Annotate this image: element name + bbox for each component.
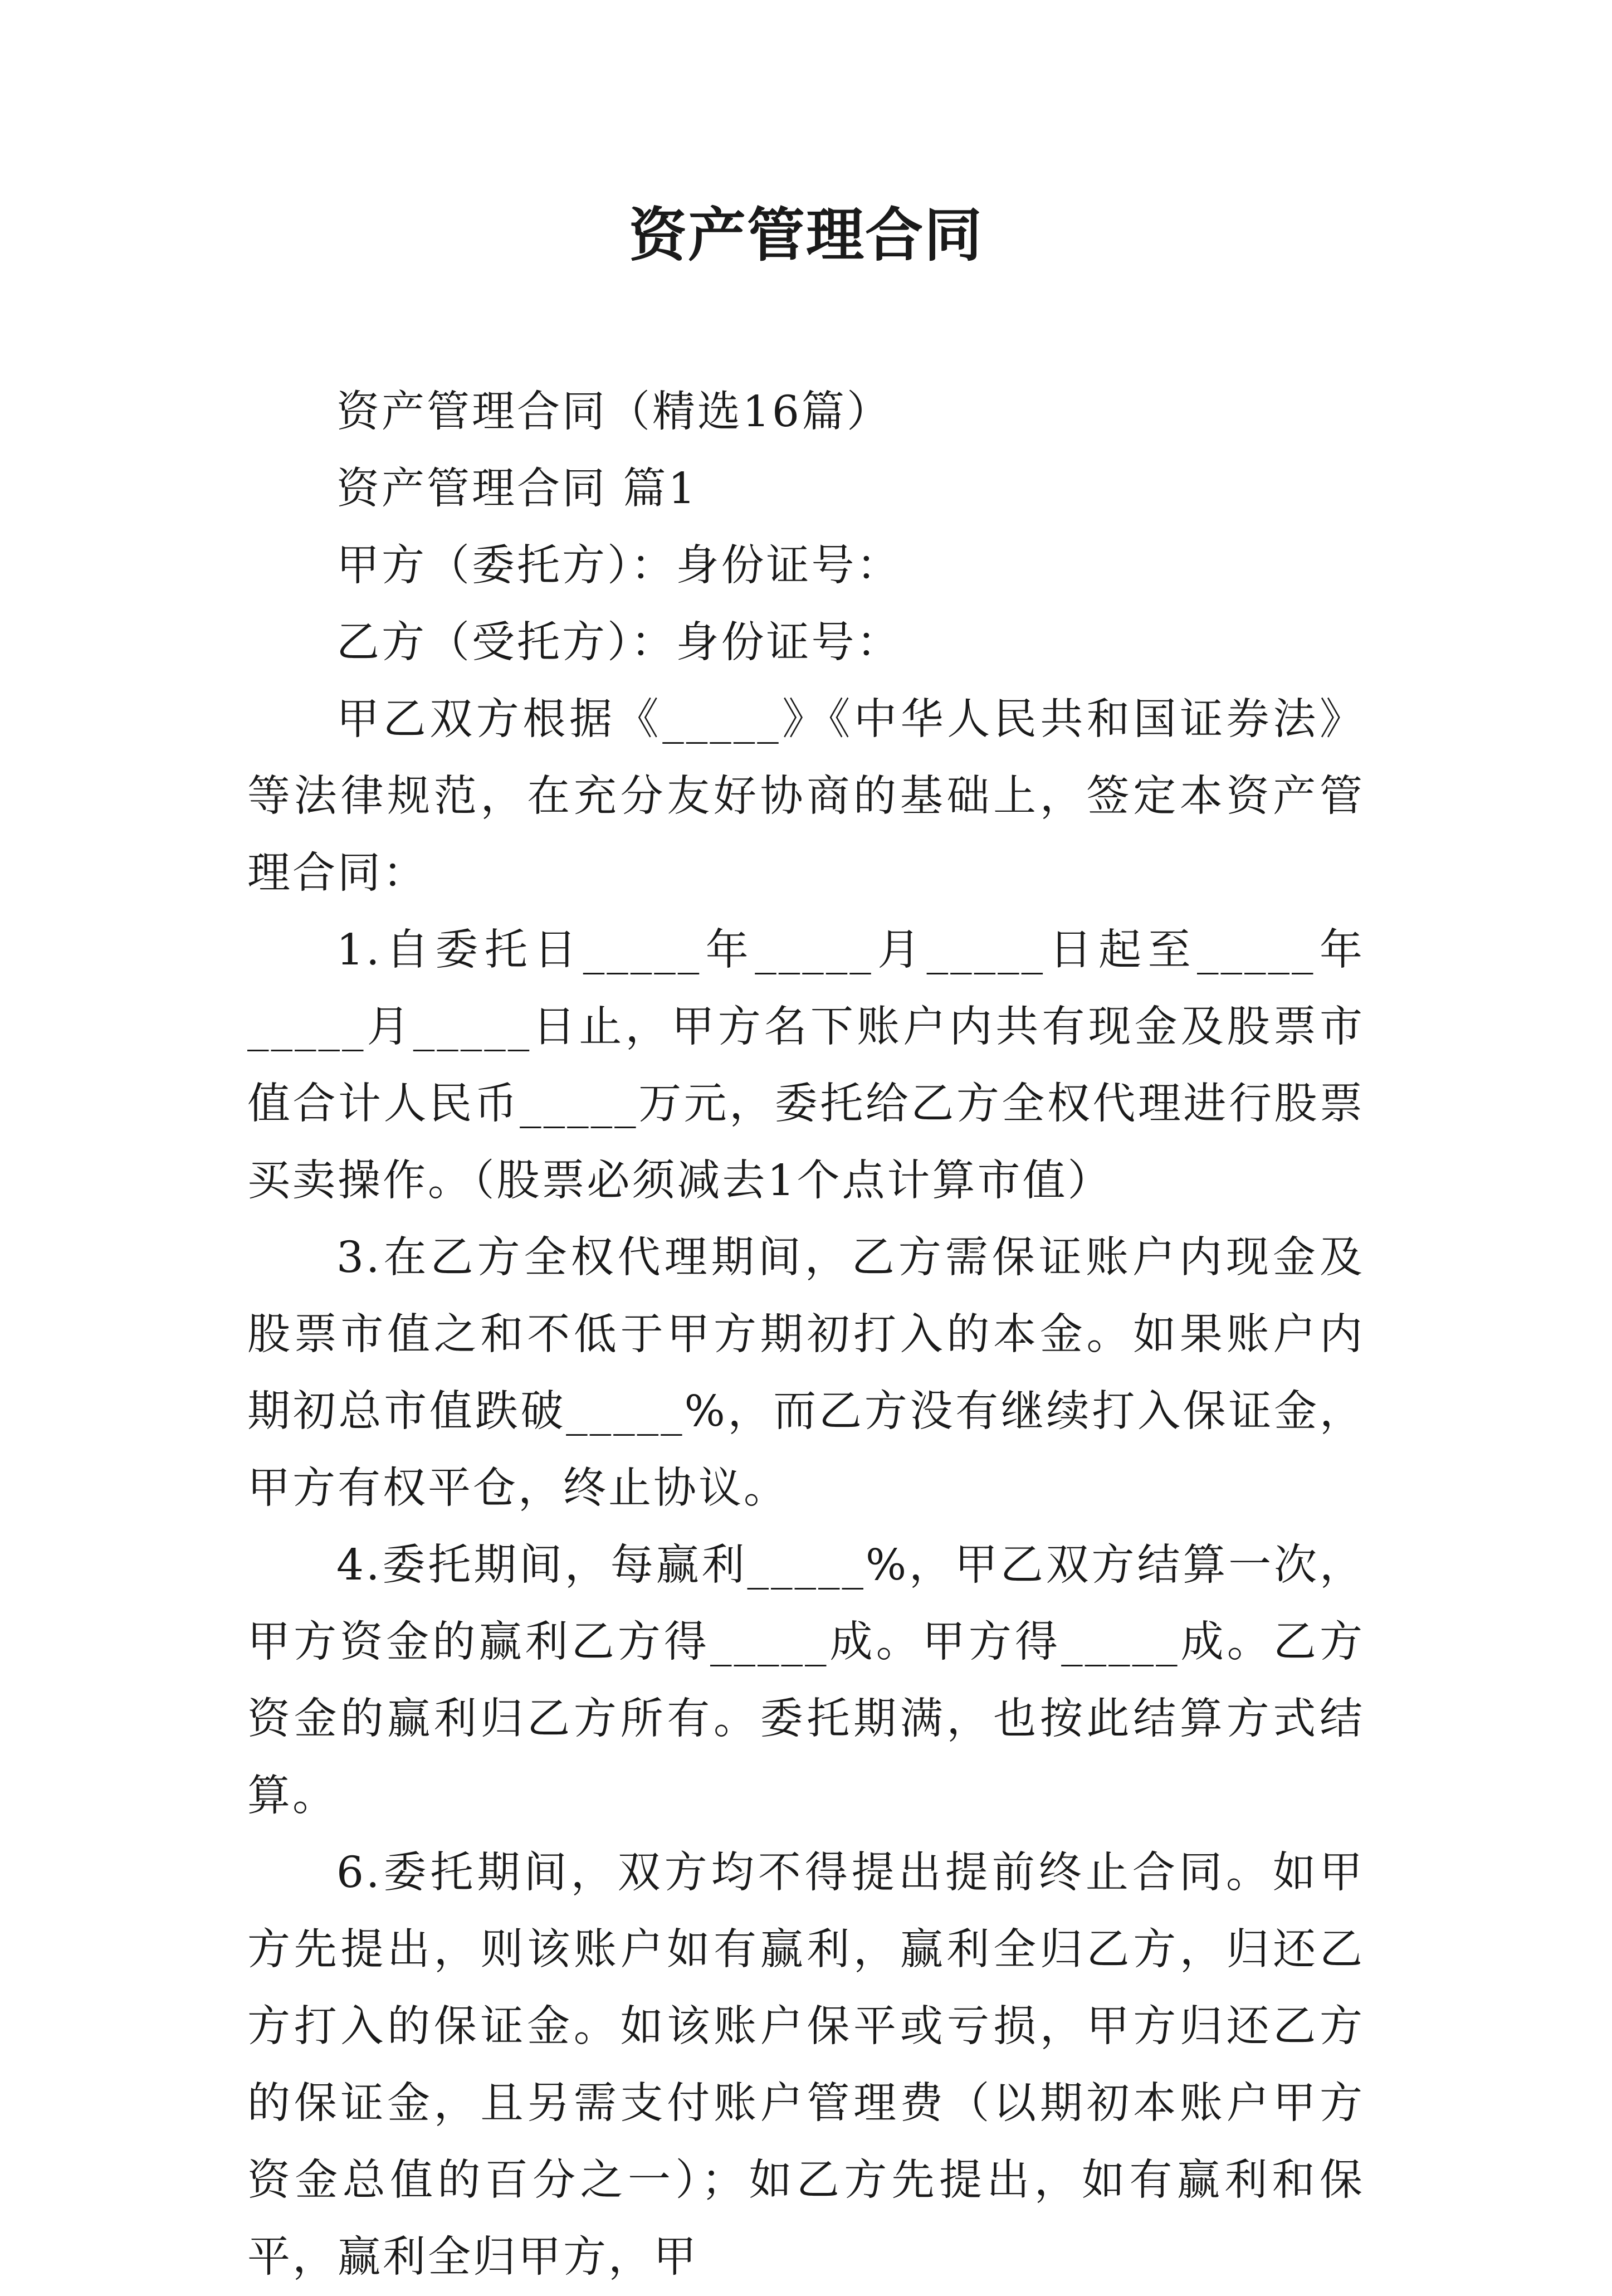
paragraph-section-heading: 资产管理合同 篇1 xyxy=(336,464,698,514)
paragraph-preamble: 甲乙双方根据《_____》《中华人民共和国证券法》等法律规范，在充分友好协商的基础上，签定本资产管理合同： xyxy=(247,695,1365,898)
paragraph-subtitle: 资产管理合同（精选16篇） xyxy=(336,387,892,437)
paragraph-clause-4: 4.委托期间，每赢利_____%，甲乙双方结算一次，甲方资金的赢利乙方得_____成。甲方得_____成。乙方资金的赢利归乙方所有。委托期满，也按此结算方式结算。 xyxy=(247,1541,1365,1821)
paragraph-clause-6: 6.委托期间，双方均不得提出提前终止合同。如甲方先提出，则该账户如有赢利，赢利全归乙方，归还乙方打入的保证金。如该账户保平或亏损，甲方归还乙方的保证金，且另需支付账户管理费（以期初本账户甲方资金总值的百分之一）；如乙方先提出，如有赢利和保平，赢利全归甲方，甲 xyxy=(247,1848,1365,2282)
document-title: 资产管理合同 xyxy=(628,201,983,269)
paragraph-party-b: 乙方（受托方）：身份证号： xyxy=(336,618,902,667)
paragraph-party-a: 甲方（委托方）：身份证号： xyxy=(336,541,902,591)
paragraph-clause-3: 3.在乙方全权代理期间，乙方需保证账户内现金及股票市值之和不低于甲方期初打入的本金。如果账户内期初总市值跌破_____%，而乙方没有继续打入保证金，甲方有权平仓，终止协议。 xyxy=(247,1233,1365,1513)
document-body xyxy=(247,374,1365,2296)
paragraph-clause-1: 1.自委托日_____年_____月_____日起至_____年_____月_____日止，甲方名下账户内共有现金及股票市值合计人民币_____万元，委托给乙方全权代理进行股票买卖操作。（股票必须减去1个点计算市值） xyxy=(247,925,1365,1206)
